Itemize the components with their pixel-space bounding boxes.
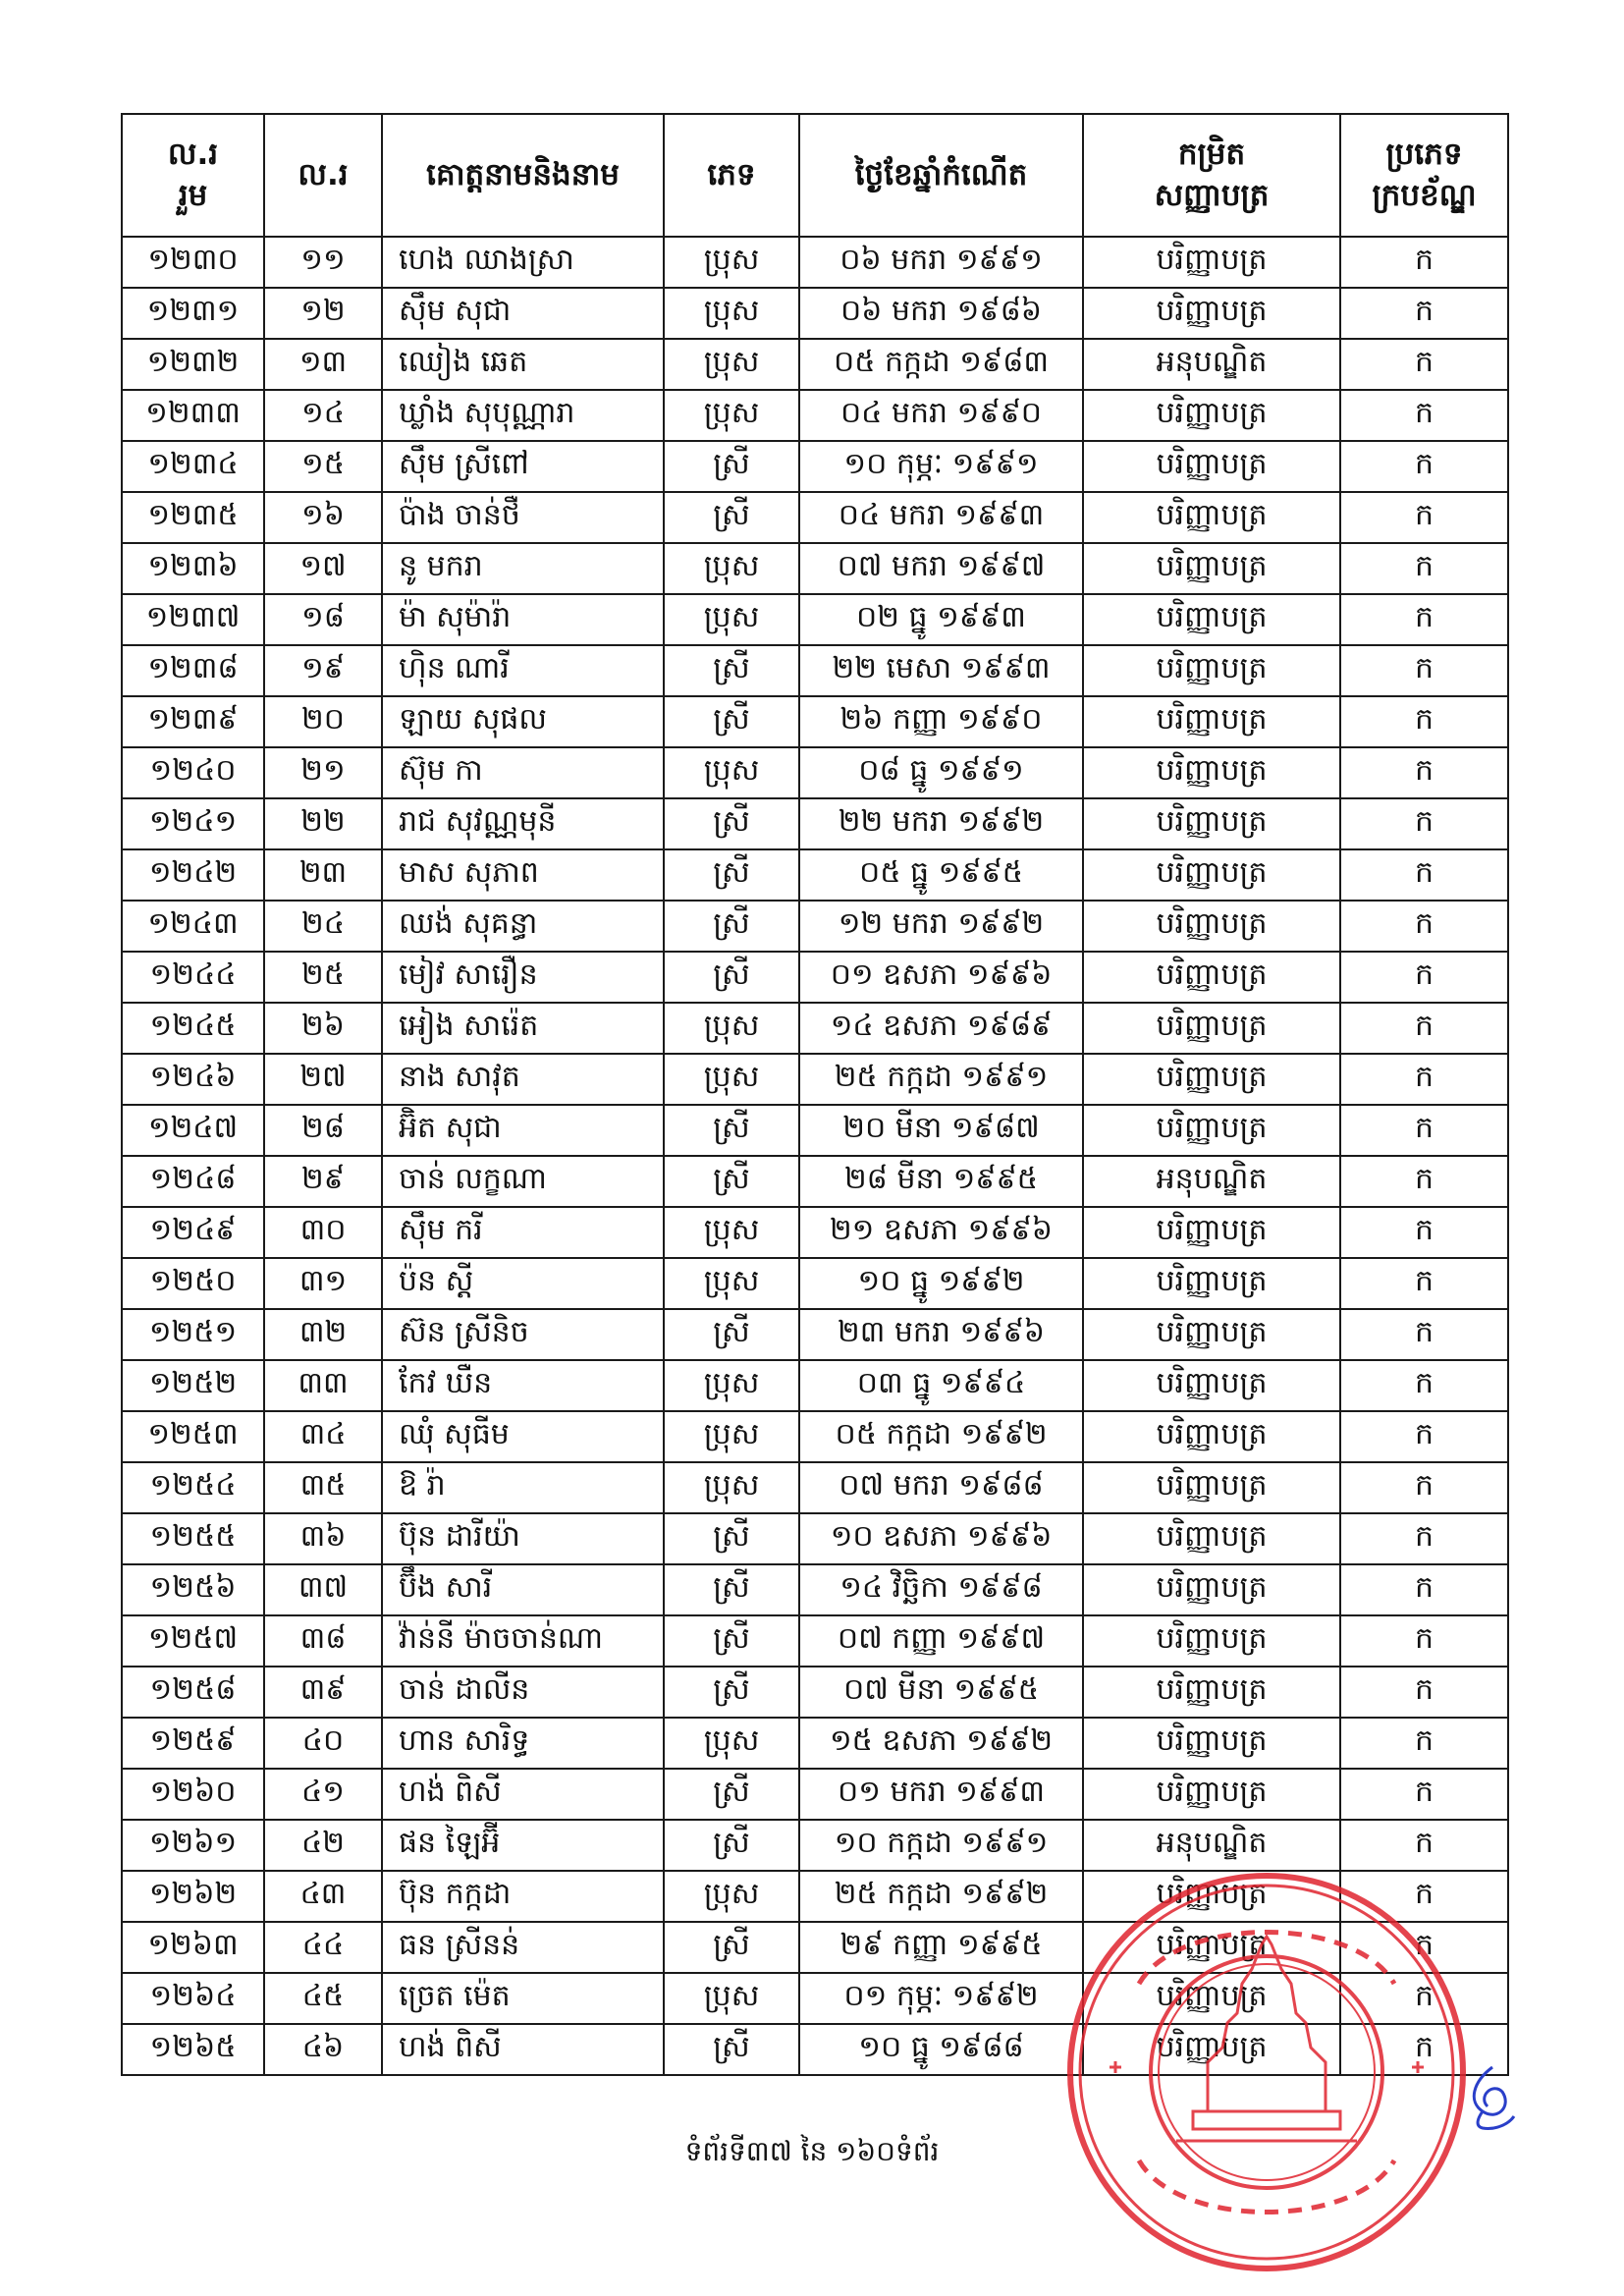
cell-dob: ០៧ មករា ១៩៨៨ bbox=[799, 1462, 1083, 1513]
cell-name: ប៊ុន កក្កដា bbox=[382, 1871, 664, 1922]
cell-category: ក bbox=[1340, 1156, 1508, 1207]
cell-category: ក bbox=[1340, 339, 1508, 390]
cell-seq-all: ១២៤៦ bbox=[122, 1054, 264, 1105]
cell-seq-all: ១២៣១ bbox=[122, 288, 264, 339]
header-seq-all: ល.រ រួម bbox=[122, 114, 264, 237]
cell-seq-all: ១២៤១ bbox=[122, 798, 264, 849]
cell-dob: ០៤ មករា ១៩៩០ bbox=[799, 390, 1083, 441]
cell-seq-all: ១២៦៥ bbox=[122, 2024, 264, 2075]
cell-degree: បរិញ្ញាបត្រ bbox=[1083, 1564, 1340, 1615]
cell-dob: ២៥ កក្កដា ១៩៩២ bbox=[799, 1871, 1083, 1922]
header-sex: ភេទ bbox=[664, 114, 799, 237]
cell-degree: បរិញ្ញាបត្រ bbox=[1083, 1411, 1340, 1462]
cell-dob: ០៤ មករា ១៩៩៣ bbox=[799, 492, 1083, 543]
table-row bbox=[122, 747, 1508, 798]
cell-degree: បរិញ្ញាបត្រ bbox=[1083, 1207, 1340, 1258]
cell-sex: ស្រី bbox=[664, 1615, 799, 1667]
cell-category: ក bbox=[1340, 1615, 1508, 1667]
cell-seq: ៣៣ bbox=[264, 1360, 382, 1411]
cell-degree: បរិញ្ញាបត្រ bbox=[1083, 747, 1340, 798]
cell-seq-all: ១២៤៤ bbox=[122, 952, 264, 1003]
cell-name: កែវ ឃឺន bbox=[382, 1360, 664, 1411]
table-row bbox=[122, 1513, 1508, 1564]
table-header-row bbox=[122, 114, 1508, 237]
cell-seq-all: ១២៦៤ bbox=[122, 1973, 264, 2024]
cell-sex: ប្រុស bbox=[664, 1258, 799, 1309]
cell-seq: ២៤ bbox=[264, 901, 382, 952]
cell-seq: ៣៧ bbox=[264, 1564, 382, 1615]
cell-seq-all: ១២៦១ bbox=[122, 1820, 264, 1871]
cell-seq-all: ១២៦០ bbox=[122, 1769, 264, 1820]
cell-sex: ប្រុស bbox=[664, 1003, 799, 1054]
cell-seq-all: ១២៤២ bbox=[122, 849, 264, 901]
cell-category: ក bbox=[1340, 543, 1508, 594]
cell-seq-all: ១២៥៩ bbox=[122, 1718, 264, 1769]
cell-sex: ស្រី bbox=[664, 492, 799, 543]
table-body bbox=[122, 237, 1508, 2075]
cell-dob: ០៧ កញ្ញា ១៩៩៧ bbox=[799, 1615, 1083, 1667]
cell-degree: បរិញ្ញាបត្រ bbox=[1083, 1769, 1340, 1820]
cell-dob: ០១ កុម្ភៈ ១៩៩២ bbox=[799, 1973, 1083, 2024]
cell-dob: ១០ ធ្នូ ១៩៩២ bbox=[799, 1258, 1083, 1309]
cell-category: ក bbox=[1340, 901, 1508, 952]
cell-category: ក bbox=[1340, 1054, 1508, 1105]
table-row bbox=[122, 543, 1508, 594]
cell-seq: ៤១ bbox=[264, 1769, 382, 1820]
cell-sex: ប្រុស bbox=[664, 339, 799, 390]
table-row bbox=[122, 1258, 1508, 1309]
header-degree: កម្រិត សញ្ញាបត្រ bbox=[1083, 114, 1340, 237]
cell-category: ក bbox=[1340, 1513, 1508, 1564]
cell-degree: បរិញ្ញាបត្រ bbox=[1083, 849, 1340, 901]
table-row bbox=[122, 901, 1508, 952]
cell-seq: ៣៦ bbox=[264, 1513, 382, 1564]
cell-category: ក bbox=[1340, 696, 1508, 747]
cell-seq-all: ១២៣៧ bbox=[122, 594, 264, 645]
cell-category: ក bbox=[1340, 645, 1508, 696]
cell-name: ស៊ន ស្រីនិច bbox=[382, 1309, 664, 1360]
cell-degree: បរិញ្ញាបត្រ bbox=[1083, 1105, 1340, 1156]
cell-name: នូ មករា bbox=[382, 543, 664, 594]
cell-name: ឈុំ សុធីម bbox=[382, 1411, 664, 1462]
cell-category: ក bbox=[1340, 1360, 1508, 1411]
cell-seq: ១៥ bbox=[264, 441, 382, 492]
cell-dob: ០៦ មករា ១៩៩១ bbox=[799, 237, 1083, 288]
cell-name: ឈង់ សុគន្ធា bbox=[382, 901, 664, 952]
cell-category: ក bbox=[1340, 1411, 1508, 1462]
cell-category: ក bbox=[1340, 849, 1508, 901]
cell-seq: ៤០ bbox=[264, 1718, 382, 1769]
cell-degree: បរិញ្ញាបត្រ bbox=[1083, 1462, 1340, 1513]
cell-seq-all: ១២៣២ bbox=[122, 339, 264, 390]
cell-seq-all: ១២៣៣ bbox=[122, 390, 264, 441]
table-row bbox=[122, 1769, 1508, 1820]
cell-dob: ០២ ធ្នូ ១៩៩៣ bbox=[799, 594, 1083, 645]
table-row bbox=[122, 1564, 1508, 1615]
cell-seq-all: ១២៤៩ bbox=[122, 1207, 264, 1258]
cell-category: ក bbox=[1340, 1207, 1508, 1258]
cell-dob: ០១ មករា ១៩៩៣ bbox=[799, 1769, 1083, 1820]
cell-sex: ប្រុស bbox=[664, 1054, 799, 1105]
cell-dob: ១២ មករា ១៩៩២ bbox=[799, 901, 1083, 952]
cell-name: ចាន់ ដាលីន bbox=[382, 1667, 664, 1718]
table-row bbox=[122, 798, 1508, 849]
cell-seq: ៤៣ bbox=[264, 1871, 382, 1922]
cell-sex: ប្រុស bbox=[664, 1973, 799, 2024]
cell-seq: ៤២ bbox=[264, 1820, 382, 1871]
cell-category: ក bbox=[1340, 288, 1508, 339]
table-row bbox=[122, 1054, 1508, 1105]
cell-seq: ៣៥ bbox=[264, 1462, 382, 1513]
page-number: ទំព័រទី៣៧ នៃ ១៦០ទំព័រ bbox=[684, 2135, 940, 2167]
cell-degree: បរិញ្ញាបត្រ bbox=[1083, 1718, 1340, 1769]
cell-degree: បរិញ្ញាបត្រ bbox=[1083, 1003, 1340, 1054]
cell-seq-all: ១២៣៩ bbox=[122, 696, 264, 747]
cell-sex: ស្រី bbox=[664, 1667, 799, 1718]
cell-seq-all: ១២៣៨ bbox=[122, 645, 264, 696]
table-row bbox=[122, 1667, 1508, 1718]
cell-dob: ២៥ កក្កដា ១៩៩១ bbox=[799, 1054, 1083, 1105]
table-row bbox=[122, 1871, 1508, 1922]
table-row bbox=[122, 1156, 1508, 1207]
cell-dob: ១៥ ឧសភា ១៩៩២ bbox=[799, 1718, 1083, 1769]
cell-sex: ប្រុស bbox=[664, 1411, 799, 1462]
cell-degree: បរិញ្ញាបត្រ bbox=[1083, 1360, 1340, 1411]
cell-degree: បរិញ្ញាបត្រ bbox=[1083, 543, 1340, 594]
cell-seq: ៤៦ bbox=[264, 2024, 382, 2075]
cell-seq: ៣៤ bbox=[264, 1411, 382, 1462]
cell-seq: ៣៩ bbox=[264, 1667, 382, 1718]
table-row bbox=[122, 1615, 1508, 1667]
cell-category: ក bbox=[1340, 1258, 1508, 1309]
table-row bbox=[122, 1922, 1508, 1973]
cell-name: អៀង សារ៉េត bbox=[382, 1003, 664, 1054]
cell-seq: ២៦ bbox=[264, 1003, 382, 1054]
cell-seq: ២៩ bbox=[264, 1156, 382, 1207]
cell-name: ប៊ុន ដារីយ៉ា bbox=[382, 1513, 664, 1564]
cell-seq-all: ១២៦៣ bbox=[122, 1922, 264, 1973]
cell-name: វ៉ាន់នី ម៉ាចចាន់ណា bbox=[382, 1615, 664, 1667]
cell-seq-all: ១២៣៥ bbox=[122, 492, 264, 543]
cell-seq: ៤៤ bbox=[264, 1922, 382, 1973]
cell-name: ច្រេត ម៉េត bbox=[382, 1973, 664, 2024]
cell-seq-all: ១២៥២ bbox=[122, 1360, 264, 1411]
cell-sex: ប្រុស bbox=[664, 237, 799, 288]
cell-degree: បរិញ្ញាបត្រ bbox=[1083, 1258, 1340, 1309]
cell-seq: ១៦ bbox=[264, 492, 382, 543]
cell-seq-all: ១២៣៦ bbox=[122, 543, 264, 594]
cell-seq: ១១ bbox=[264, 237, 382, 288]
cell-degree: បរិញ្ញាបត្រ bbox=[1083, 1615, 1340, 1667]
cell-sex: ស្រី bbox=[664, 1105, 799, 1156]
cell-dob: ១០ ធ្នូ ១៩៨៨ bbox=[799, 2024, 1083, 2075]
cell-category: ក bbox=[1340, 1871, 1508, 1922]
cell-sex: ស្រី bbox=[664, 696, 799, 747]
cell-seq-all: ១២៤៧ bbox=[122, 1105, 264, 1156]
cell-dob: ១០ ឧសភា ១៩៩៦ bbox=[799, 1513, 1083, 1564]
cell-name: ស៊ឹម សុជា bbox=[382, 288, 664, 339]
cell-degree: បរិញ្ញាបត្រ bbox=[1083, 237, 1340, 288]
cell-sex: ស្រី bbox=[664, 849, 799, 901]
cell-dob: ១០ កក្កដា ១៩៩១ bbox=[799, 1820, 1083, 1871]
cell-name: ស៊ុម កា bbox=[382, 747, 664, 798]
cell-name: ផន ឡៃអ៊ី bbox=[382, 1820, 664, 1871]
cell-seq: ២០ bbox=[264, 696, 382, 747]
cell-seq-all: ១២៥០ bbox=[122, 1258, 264, 1309]
cell-category: ក bbox=[1340, 1003, 1508, 1054]
cell-dob: ២៣ មករា ១៩៩៦ bbox=[799, 1309, 1083, 1360]
cell-sex: ស្រី bbox=[664, 1769, 799, 1820]
cell-seq-all: ១២៥៦ bbox=[122, 1564, 264, 1615]
cell-seq: ១៩ bbox=[264, 645, 382, 696]
table-row bbox=[122, 1003, 1508, 1054]
cell-dob: ០៦ មករា ១៩៨៦ bbox=[799, 288, 1083, 339]
cell-sex: ស្រី bbox=[664, 1156, 799, 1207]
cell-name: ហេង ឈាងស្រា bbox=[382, 237, 664, 288]
cell-dob: ២២ មករា ១៩៩២ bbox=[799, 798, 1083, 849]
cell-dob: ២៩ កញ្ញា ១៩៩៥ bbox=[799, 1922, 1083, 1973]
cell-seq-all: ១២៤៥ bbox=[122, 1003, 264, 1054]
cell-seq-all: ១២៥៨ bbox=[122, 1667, 264, 1718]
cell-degree: បរិញ្ញាបត្រ bbox=[1083, 1871, 1340, 1922]
cell-sex: ស្រី bbox=[664, 798, 799, 849]
cell-sex: ស្រី bbox=[664, 645, 799, 696]
cell-dob: ០១ ឧសភា ១៩៩៦ bbox=[799, 952, 1083, 1003]
cell-sex: ស្រី bbox=[664, 441, 799, 492]
cell-seq-all: ១២៦២ bbox=[122, 1871, 264, 1922]
cell-degree: បរិញ្ញាបត្រ bbox=[1083, 696, 1340, 747]
cell-dob: ០៧ មីនា ១៩៩៥ bbox=[799, 1667, 1083, 1718]
cell-degree: បរិញ្ញាបត្រ bbox=[1083, 2024, 1340, 2075]
cell-name: ចាន់ លក្ខណា bbox=[382, 1156, 664, 1207]
cell-seq-all: ១២៥៤ bbox=[122, 1462, 264, 1513]
cell-dob: ២២ មេសា ១៩៩៣ bbox=[799, 645, 1083, 696]
cell-seq-all: ១២៥៣ bbox=[122, 1411, 264, 1462]
cell-sex: ប្រុស bbox=[664, 594, 799, 645]
cell-category: ក bbox=[1340, 2024, 1508, 2075]
table-row bbox=[122, 696, 1508, 747]
cell-seq-all: ១២៤៣ bbox=[122, 901, 264, 952]
header-name: គោត្តនាមនិងនាម bbox=[382, 114, 664, 237]
cell-name: ហាន សារិទ្ធ bbox=[382, 1718, 664, 1769]
table-row bbox=[122, 952, 1508, 1003]
cell-category: ក bbox=[1340, 1564, 1508, 1615]
cell-degree: បរិញ្ញាបត្រ bbox=[1083, 952, 1340, 1003]
table-row bbox=[122, 1360, 1508, 1411]
cell-name: ស៊ឹម ករី bbox=[382, 1207, 664, 1258]
cell-seq: ២១ bbox=[264, 747, 382, 798]
table-row bbox=[122, 1105, 1508, 1156]
cell-dob: ១៤ វិច្ឆិកា ១៩៩៨ bbox=[799, 1564, 1083, 1615]
cell-seq: ៣២ bbox=[264, 1309, 382, 1360]
cell-name: ឱ រ៉ា bbox=[382, 1462, 664, 1513]
cell-name: នាង សាវុត bbox=[382, 1054, 664, 1105]
cell-sex: ស្រី bbox=[664, 1564, 799, 1615]
cell-name: ប៊ឹង សារី bbox=[382, 1564, 664, 1615]
cell-seq: ៣៨ bbox=[264, 1615, 382, 1667]
cell-seq: ៣០ bbox=[264, 1207, 382, 1258]
cell-dob: ២៨ មីនា ១៩៩៥ bbox=[799, 1156, 1083, 1207]
table-row bbox=[122, 288, 1508, 339]
cell-name: ហង់ ពិសី bbox=[382, 2024, 664, 2075]
cell-degree: បរិញ្ញាបត្រ bbox=[1083, 288, 1340, 339]
cell-name: ឈៀង ឆេត bbox=[382, 339, 664, 390]
cell-sex: ប្រុស bbox=[664, 543, 799, 594]
cell-category: ក bbox=[1340, 1309, 1508, 1360]
cell-dob: ១០ កុម្ភៈ ១៩៩១ bbox=[799, 441, 1083, 492]
cell-sex: ប្រុស bbox=[664, 1207, 799, 1258]
cell-sex: ស្រី bbox=[664, 952, 799, 1003]
cell-name: ឃ្លាំង សុបុណ្ណារា bbox=[382, 390, 664, 441]
cell-seq-all: ១២៥៥ bbox=[122, 1513, 264, 1564]
cell-sex: ប្រុស bbox=[664, 1871, 799, 1922]
cell-sex: ប្រុស bbox=[664, 390, 799, 441]
cell-seq: ១៨ bbox=[264, 594, 382, 645]
cell-seq: ៤៥ bbox=[264, 1973, 382, 2024]
table-row bbox=[122, 390, 1508, 441]
cell-name: រាជ សុវណ្ណមុនី bbox=[382, 798, 664, 849]
cell-category: ក bbox=[1340, 952, 1508, 1003]
cell-seq: ២៥ bbox=[264, 952, 382, 1003]
table-row bbox=[122, 1820, 1508, 1871]
table-row bbox=[122, 2024, 1508, 2075]
cell-degree: បរិញ្ញាបត្រ bbox=[1083, 901, 1340, 952]
cell-sex: ប្រុស bbox=[664, 288, 799, 339]
cell-category: ក bbox=[1340, 1922, 1508, 1973]
cell-name: ហង់ ពិសី bbox=[382, 1769, 664, 1820]
table-row bbox=[122, 1207, 1508, 1258]
cell-category: ក bbox=[1340, 1820, 1508, 1871]
cell-category: ក bbox=[1340, 1462, 1508, 1513]
cell-name: ម៉ា សុម៉ារ៉ា bbox=[382, 594, 664, 645]
cell-category: ក bbox=[1340, 390, 1508, 441]
cell-seq: ២៨ bbox=[264, 1105, 382, 1156]
cell-dob: ២៦ កញ្ញា ១៩៩០ bbox=[799, 696, 1083, 747]
cell-degree: បរិញ្ញាបត្រ bbox=[1083, 1309, 1340, 1360]
cell-seq: ២៣ bbox=[264, 849, 382, 901]
table-row bbox=[122, 492, 1508, 543]
cell-name: ហ៊ិន ណារី bbox=[382, 645, 664, 696]
cell-seq: ២២ bbox=[264, 798, 382, 849]
cell-category: ក bbox=[1340, 1769, 1508, 1820]
cell-category: ក bbox=[1340, 1667, 1508, 1718]
cell-seq: ២៧ bbox=[264, 1054, 382, 1105]
cell-sex: ប្រុស bbox=[664, 1718, 799, 1769]
cell-degree: បរិញ្ញាបត្រ bbox=[1083, 390, 1340, 441]
cell-sex: ស្រី bbox=[664, 1820, 799, 1871]
cell-dob: ២០ មីនា ១៩៨៧ bbox=[799, 1105, 1083, 1156]
cell-degree: អនុបណ្ឌិត bbox=[1083, 339, 1340, 390]
cell-seq: ១៤ bbox=[264, 390, 382, 441]
cell-sex: ស្រី bbox=[664, 1513, 799, 1564]
header-category: ប្រភេទ ក្របខ័ណ្ឌ bbox=[1340, 114, 1508, 237]
cell-degree: បរិញ្ញាបត្រ bbox=[1083, 594, 1340, 645]
cell-category: ក bbox=[1340, 594, 1508, 645]
cell-sex: ស្រី bbox=[664, 2024, 799, 2075]
cell-category: ក bbox=[1340, 1718, 1508, 1769]
cell-degree: បរិញ្ញាបត្រ bbox=[1083, 798, 1340, 849]
cell-seq: ៣១ bbox=[264, 1258, 382, 1309]
cell-dob: ០៧ មករា ១៩៩៧ bbox=[799, 543, 1083, 594]
cell-category: ក bbox=[1340, 492, 1508, 543]
cell-name: មាស សុភាព bbox=[382, 849, 664, 901]
cell-sex: ស្រី bbox=[664, 1309, 799, 1360]
cell-dob: ០៣ ធ្នូ ១៩៩៤ bbox=[799, 1360, 1083, 1411]
cell-degree: បរិញ្ញាបត្រ bbox=[1083, 1513, 1340, 1564]
cell-dob: ០៥ ធ្នូ ១៩៩៥ bbox=[799, 849, 1083, 901]
cell-seq-all: ១២៣០ bbox=[122, 237, 264, 288]
table-row bbox=[122, 237, 1508, 288]
cell-category: ក bbox=[1340, 747, 1508, 798]
roster-table bbox=[121, 113, 1509, 2076]
cell-dob: ០៥ កក្កដា ១៩៨៣ bbox=[799, 339, 1083, 390]
cell-seq: ១២ bbox=[264, 288, 382, 339]
cell-dob: ០៥ កក្កដា ១៩៩២ bbox=[799, 1411, 1083, 1462]
cell-degree: បរិញ្ញាបត្រ bbox=[1083, 441, 1340, 492]
cell-seq-all: ១២៥១ bbox=[122, 1309, 264, 1360]
table-row bbox=[122, 1973, 1508, 2024]
cell-category: ក bbox=[1340, 798, 1508, 849]
cell-degree: អនុបណ្ឌិត bbox=[1083, 1156, 1340, 1207]
table-row bbox=[122, 1411, 1508, 1462]
cell-seq-all: ១២៤០ bbox=[122, 747, 264, 798]
cell-sex: ស្រី bbox=[664, 1922, 799, 1973]
cell-category: ក bbox=[1340, 1973, 1508, 2024]
cell-seq-all: ១២៤៨ bbox=[122, 1156, 264, 1207]
cell-degree: បរិញ្ញាបត្រ bbox=[1083, 1973, 1340, 2024]
cell-degree: បរិញ្ញាបត្រ bbox=[1083, 645, 1340, 696]
cell-category: ក bbox=[1340, 237, 1508, 288]
cell-name: ប៉ាង ចាន់ថឺ bbox=[382, 492, 664, 543]
table-row bbox=[122, 441, 1508, 492]
table-row bbox=[122, 594, 1508, 645]
cell-dob: ១៤ ឧសភា ១៩៨៩ bbox=[799, 1003, 1083, 1054]
table-row bbox=[122, 1718, 1508, 1769]
cell-name: ប៉ន ស្តី bbox=[382, 1258, 664, 1309]
cell-name: ធន ស្រីនន់ bbox=[382, 1922, 664, 1973]
cell-dob: ២១ ឧសភា ១៩៩៦ bbox=[799, 1207, 1083, 1258]
cell-dob: ០៨ ធ្នូ ១៩៩១ bbox=[799, 747, 1083, 798]
cell-sex: ស្រី bbox=[664, 901, 799, 952]
cell-degree: អនុបណ្ឌិត bbox=[1083, 1820, 1340, 1871]
header-dob: ថ្ងៃខែឆ្នាំកំណើត bbox=[799, 114, 1083, 237]
cell-degree: បរិញ្ញាបត្រ bbox=[1083, 1667, 1340, 1718]
table-row bbox=[122, 849, 1508, 901]
cell-seq: ១៣ bbox=[264, 339, 382, 390]
table-row bbox=[122, 1309, 1508, 1360]
header-seq: ល.រ bbox=[264, 114, 382, 237]
cell-sex: ប្រុស bbox=[664, 1360, 799, 1411]
cell-name: អ៊ិត សុជា bbox=[382, 1105, 664, 1156]
cell-name: មៀវ សារឿន bbox=[382, 952, 664, 1003]
cell-sex: ប្រុស bbox=[664, 1462, 799, 1513]
cell-degree: បរិញ្ញាបត្រ bbox=[1083, 1922, 1340, 1973]
cell-degree: បរិញ្ញាបត្រ bbox=[1083, 492, 1340, 543]
cell-sex: ប្រុស bbox=[664, 747, 799, 798]
table-row bbox=[122, 1462, 1508, 1513]
cell-seq-all: ១២៥៧ bbox=[122, 1615, 264, 1667]
cell-category: ក bbox=[1340, 441, 1508, 492]
cell-category: ក bbox=[1340, 1105, 1508, 1156]
cell-name: ស៊ឹម ស្រីពៅ bbox=[382, 441, 664, 492]
cell-degree: បរិញ្ញាបត្រ bbox=[1083, 1054, 1340, 1105]
table-row bbox=[122, 645, 1508, 696]
cell-seq-all: ១២៣៤ bbox=[122, 441, 264, 492]
cell-seq: ១៧ bbox=[264, 543, 382, 594]
table-row bbox=[122, 339, 1508, 390]
cell-name: ឡាយ សុផល bbox=[382, 696, 664, 747]
